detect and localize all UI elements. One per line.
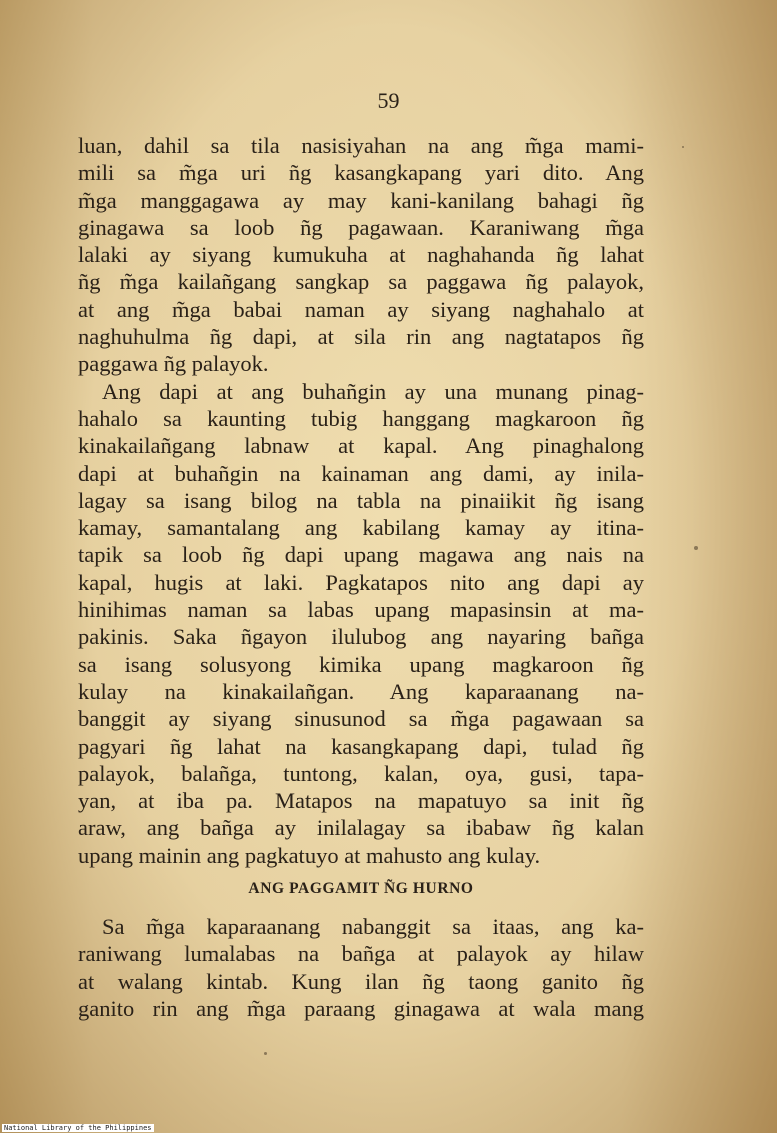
text-line: kapal, hugis at laki. Pagkatapos nito ang dapi ay [78,569,644,595]
text-line: kinakailañgang labnaw at kapal. Ang pinaghalong [78,433,644,459]
text-line: ñg m̃ga kailañgang sangkap sa paggawa ñg palayok, [78,269,644,295]
paragraph-1 [78,132,644,378]
text-line: luan, dahil sa tila nasisiyahan na ang m̃ga mami- [78,133,644,158]
text-line: lagay sa isang bilog na tabla na pinaiikit ñg isang [78,487,644,513]
text-line: pakinis. Saka ñgayon ilulubog ang nayaring bañga [78,624,644,650]
section-heading: ANG PAGGAMIT ÑG HURNO [248,880,474,898]
text-line: hahalo sa kaunting tubig hanggang magkaroon ñg [78,405,644,431]
text-line: hinihimas naman sa labas upang mapasinsin at ma- [78,597,644,623]
paper-speck [264,1052,267,1055]
text-line: kamay, samantalang ang kabilang kamay ay itina- [78,515,644,541]
text-line: m̃ga manggagawa ay may kani-kanilang bahagi ñg [78,187,644,213]
text-line: kulay na kinakailañgan. Ang kaparaanang na- [78,678,644,704]
text-line: araw, ang bañga ay inilalagay sa ibabaw ñg kalan [78,815,644,841]
text-line: at walang kintab. Kung ilan ñg taong ganito ñg [78,968,644,994]
text-line: naghuhulma ñg dapi, at sila rin ang nagtatapos ñg [78,324,644,350]
text-line: mili sa m̃ga uri ñg kasangkapang yari dito. Ang [78,160,644,186]
text-line: dapi at buhañgin na kainaman ang dami, ay inila- [78,460,644,486]
text-line: raniwang lumalabas na bañga at palayok ay hilaw [78,941,644,967]
text-line: Ang dapi at ang buhañgin ay una munang pinag- [102,378,644,404]
paragraph-3 [78,913,644,1022]
paper-speck [694,546,698,550]
text-line: upang mainin ang pagkatuyo at mahusto ang kulay. [78,842,541,868]
text-line: lalaki ay siyang kumukuha at naghahanda ñg lahat [78,242,644,268]
page-body [78,132,644,1022]
page-number: 59 [377,88,400,113]
library-credit: National Library of the Philippines [4,1124,152,1132]
text-line: banggit ay siyang sinusunod sa m̃ga pagawaan sa [78,706,644,732]
text-line: Sa m̃ga kaparaanang nabanggit sa itaas, ang ka- [102,914,644,940]
text-line: ginagawa sa loob ñg pagawaan. Karaniwang m̃ga [78,214,644,240]
paper-speck [682,146,684,148]
text-line: pagyari ñg lahat na kasangkapang dapi, tulad ñg [78,733,644,759]
text-line: yan, at iba pa. Matapos na mapatuyo sa init ñg [78,788,644,814]
text-line: tapik sa loob ñg dapi upang magawa ang nais na [78,542,644,568]
text-line: ganito rin ang m̃ga paraang ginagawa at wala mang [78,995,644,1021]
text-line: sa isang solusyong kimika upang magkaroon ñg [78,651,644,677]
text-line: at ang m̃ga babai naman ay siyang naghahalo at [78,296,644,322]
paragraph-2 [78,378,644,869]
text-line: paggawa ñg palayok. [78,351,269,377]
text-line: palayok, balañga, tuntong, kalan, oya, gusi, tapa- [78,760,644,786]
